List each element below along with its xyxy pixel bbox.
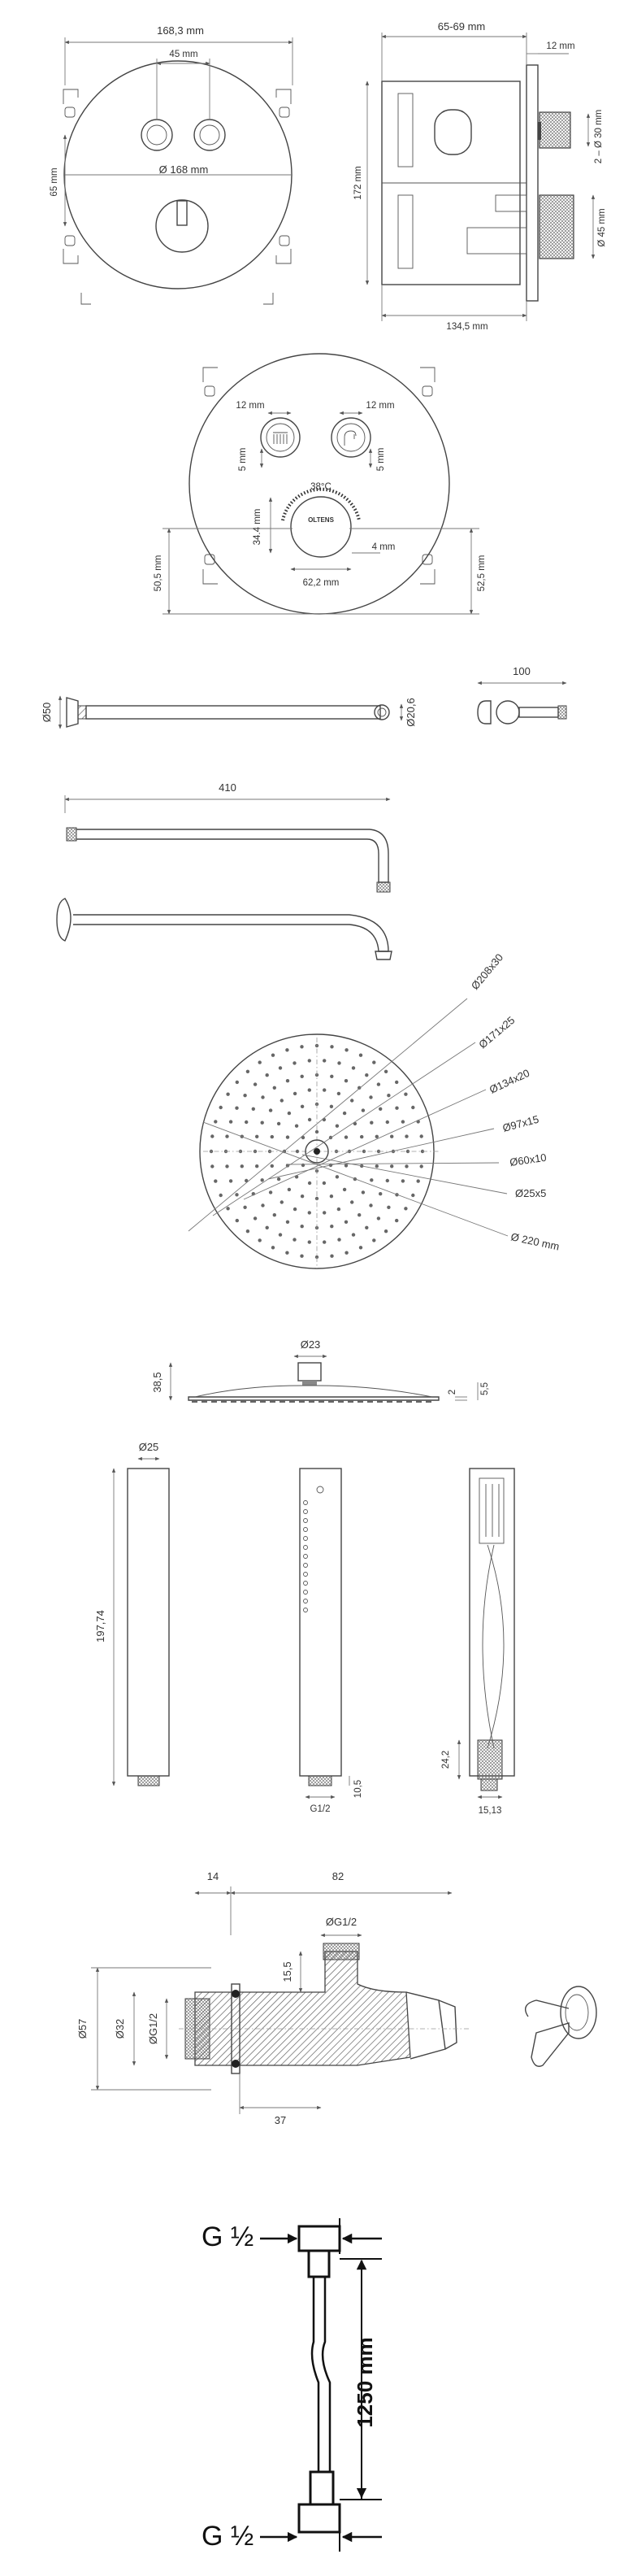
head-tooth — [202, 1400, 207, 1403]
shower-head-leaders — [188, 999, 508, 1236]
nozzle-dot — [344, 1135, 348, 1138]
nozzle-dot — [344, 1221, 348, 1224]
valve-side-bottom-label: 134,5 mm — [446, 322, 488, 332]
head-tooth — [280, 1400, 285, 1403]
nozzle-dot — [246, 1070, 249, 1073]
cover-temp-mark: 38°C — [310, 482, 332, 492]
nozzle-dot — [401, 1179, 405, 1182]
valve-side-view — [353, 20, 607, 332]
nozzle-dot — [308, 1240, 311, 1243]
nozzle-dot — [229, 1179, 232, 1182]
head-plate-label: 2 — [448, 1389, 457, 1395]
cover-left-height-label: 50,5 mm — [154, 555, 163, 592]
nozzle-dot — [235, 1193, 238, 1196]
nozzle-dot — [286, 1079, 289, 1082]
hand-nozzle — [304, 1528, 308, 1532]
elbow-thread-label: ØG1/2 — [147, 2012, 159, 2045]
valve-dial — [156, 200, 208, 252]
elbow-flange-diameter-label: Ø32 — [114, 2018, 126, 2039]
nozzle-dot — [390, 1164, 393, 1168]
nozzle-dot — [261, 1203, 264, 1207]
hand-nozzle — [304, 1573, 308, 1577]
nozzle-dot — [387, 1094, 390, 1097]
hand-nozzle — [304, 1510, 308, 1514]
nozzle-dot — [387, 1206, 390, 1209]
ring-label-2: Ø171x25 — [476, 1013, 518, 1051]
head-tooth — [328, 1400, 334, 1403]
cover-left-offset-label: 5 mm — [238, 447, 248, 472]
nozzle-dot — [372, 1060, 375, 1064]
nozzle-dot — [362, 1108, 365, 1112]
nozzle-dot — [301, 1075, 304, 1078]
nozzle-dot — [330, 1105, 333, 1108]
head-tooth — [396, 1400, 402, 1403]
nozzle-dot — [384, 1070, 388, 1073]
nozzle-dot — [336, 1125, 339, 1128]
head-side-plate — [188, 1397, 439, 1400]
nozzle-dot — [295, 1125, 298, 1128]
head-tooth — [406, 1400, 412, 1403]
nozzle-dot — [330, 1194, 333, 1198]
ring-label-6: Ø25x5 — [515, 1187, 547, 1199]
hand-holder-height-label: 24,2 — [441, 1750, 451, 1769]
nozzle-dot — [330, 1075, 333, 1078]
nozzle-dot — [417, 1179, 420, 1182]
nozzle-dot — [269, 1108, 272, 1112]
nozzle-dot — [301, 1194, 304, 1198]
nozzle-dot — [219, 1106, 223, 1109]
nozzle-dot — [359, 1246, 362, 1249]
wall-arm-view — [41, 665, 566, 729]
nozzle-dot — [370, 1121, 373, 1125]
nozzle-dot — [308, 1181, 311, 1185]
curved-arm-bottom — [73, 915, 388, 951]
nozzle-dot — [330, 1225, 333, 1228]
nozzle-dot — [352, 1066, 355, 1069]
hose-view — [202, 2218, 382, 2552]
hand-shower-views — [94, 1441, 514, 1816]
ring-label-5: Ø60x10 — [509, 1151, 548, 1168]
head-tooth — [299, 1400, 305, 1403]
wall-arm-tube-label: Ø20,6 — [405, 698, 417, 727]
nozzle-dot — [323, 1211, 326, 1214]
nozzle-dot — [269, 1190, 272, 1194]
nozzle-dot — [246, 1229, 249, 1233]
nozzle-dot — [323, 1088, 326, 1091]
nozzle-dot — [258, 1238, 262, 1242]
valve-side-plate-label: 12 mm — [546, 41, 575, 51]
hand-nozzle — [304, 1519, 308, 1523]
head-tooth — [289, 1400, 295, 1403]
nozzle-dot — [336, 1175, 339, 1178]
nozzle-dot — [308, 1088, 311, 1091]
nozzle-dot — [225, 1134, 228, 1138]
cover-right-offset-label: 5 mm — [376, 447, 386, 472]
nozzle-dot — [411, 1106, 414, 1109]
nozzle-dot — [266, 1073, 269, 1077]
nozzle-dot — [288, 1112, 291, 1115]
nozzle-dot — [254, 1082, 257, 1086]
cover-dial-width-label: 62,2 mm — [302, 578, 340, 588]
head-tooth — [240, 1400, 246, 1403]
nozzle-dot — [404, 1207, 407, 1210]
nozzle-dot — [337, 1238, 340, 1241]
nozzle-dot — [377, 1216, 380, 1220]
valve-front-spacing-label: 45 mm — [169, 50, 198, 59]
nozzle-dot — [370, 1178, 373, 1181]
nozzle-dot — [323, 1059, 326, 1062]
nozzle-dot — [292, 1061, 296, 1064]
wall-arm-flange — [67, 698, 78, 727]
wall-arm-tube — [86, 706, 380, 719]
hand-shower-holder-view — [470, 1469, 514, 1776]
nozzle-dot — [279, 1066, 282, 1069]
nozzle-dot — [293, 1092, 297, 1095]
nozzle-dot — [285, 1251, 288, 1255]
valve-front-width-label: 168,3 mm — [157, 24, 204, 37]
cover-dial — [291, 497, 351, 557]
nozzle-dot — [277, 1122, 280, 1125]
nozzle-dot — [255, 1135, 258, 1138]
nozzle-dot — [219, 1194, 223, 1197]
nozzle-dot — [210, 1164, 214, 1168]
nozzle-dot — [308, 1118, 311, 1121]
hand-nozzle — [304, 1590, 308, 1595]
nozzle-dot — [379, 1107, 382, 1111]
nozzle-dot — [395, 1219, 398, 1222]
valve-knob-right — [194, 120, 225, 150]
hand-nozzle — [304, 1555, 308, 1559]
nozzle-dot — [279, 1233, 282, 1236]
nozzle-dot — [337, 1092, 340, 1095]
nozzle-dot — [420, 1164, 423, 1168]
head-edge-label: 5,5 — [480, 1382, 490, 1395]
nozzle-dot — [365, 1226, 368, 1229]
nozzle-dot — [405, 1164, 408, 1168]
hose-top-thread-label: G ½ — [202, 2221, 254, 2252]
head-tooth — [231, 1400, 236, 1403]
nozzle-dot — [271, 1054, 275, 1057]
nozzle-dot — [362, 1190, 365, 1194]
nozzle-dot — [210, 1134, 214, 1138]
nozzle-dot — [266, 1226, 269, 1229]
hand-thread-label: G1/2 — [310, 1804, 331, 1814]
nozzle-dot — [229, 1120, 232, 1123]
ring-label-1: Ø208x30 — [468, 951, 506, 992]
nozzle-dot — [273, 1213, 276, 1216]
nozzle-dot — [379, 1192, 382, 1195]
head-tooth — [338, 1400, 344, 1403]
cover-mounting-ears — [203, 368, 435, 584]
hand-nozzle — [304, 1537, 308, 1541]
nozzle-dot — [286, 1135, 289, 1138]
head-tooth — [348, 1400, 353, 1403]
wall-arm-flange-label: Ø50 — [41, 702, 53, 723]
elbow-body — [195, 1952, 410, 2065]
nozzle-dot — [300, 1045, 303, 1048]
nozzle-dot — [365, 1073, 368, 1077]
cover-right-height-label: 52,5 mm — [477, 555, 487, 592]
nozzle-dot — [337, 1061, 340, 1064]
nozzle-dot — [323, 1181, 326, 1185]
curved-arm-top — [76, 829, 388, 882]
nozzle-dot — [271, 1135, 274, 1138]
nozzle-dot — [344, 1251, 348, 1255]
nozzle-dot — [323, 1240, 326, 1243]
nozzle-dot — [235, 1107, 238, 1110]
nozzle-dot — [343, 1188, 346, 1191]
valve-side-knob-label: Ø 45 mm — [597, 208, 607, 247]
head-tooth — [387, 1400, 392, 1403]
nozzle-dot — [369, 1095, 372, 1099]
hose-length-label: 1250 mm — [353, 2337, 377, 2428]
nozzle-dot — [243, 1206, 246, 1209]
valve-side-depth-label: 65-69 mm — [437, 20, 486, 33]
valve-knob-left — [141, 120, 172, 150]
nozzle-dot — [330, 1255, 333, 1258]
nozzle-dot — [359, 1054, 362, 1057]
nozzle-dot — [375, 1164, 379, 1168]
hand-nozzle — [304, 1546, 308, 1550]
nozzle-dot — [254, 1216, 257, 1220]
cover-dial-height-label: 34.4 mm — [253, 508, 262, 546]
nozzle-dot — [261, 1095, 264, 1099]
elbow-3d-view — [526, 1986, 596, 2066]
hand-nozzle — [304, 1599, 308, 1603]
curved-arm-length-label: 410 — [219, 781, 236, 794]
nozzle-dot — [301, 1105, 304, 1108]
nozzle-dot — [271, 1246, 275, 1249]
valve-side-height-label: 172 mm — [353, 166, 363, 200]
valve-front-diameter-label: Ø 168 mm — [158, 163, 209, 176]
mounting-ears — [63, 89, 291, 304]
hand-diameter-label: Ø25 — [138, 1441, 159, 1453]
hand-nozzle — [304, 1564, 308, 1568]
nozzle-dot — [280, 1200, 284, 1203]
ring-label-7: Ø 220 mm — [509, 1230, 561, 1253]
nozzle-dot — [243, 1094, 246, 1097]
hose-bottom-thread-label: G ½ — [202, 2521, 254, 2552]
nozzle-dot — [226, 1093, 229, 1096]
cover-left-button-label: 12 mm — [236, 401, 265, 411]
nozzle-dot — [404, 1093, 407, 1096]
valve-side-outlet-label: 2 – Ø 30 mm — [594, 109, 604, 164]
nozzle-dot — [214, 1120, 217, 1123]
head-tooth — [211, 1400, 217, 1403]
nozzle-dot — [352, 1233, 355, 1236]
head-tooth — [270, 1400, 275, 1403]
hand-length-label: 197,74 — [94, 1610, 106, 1643]
valve-front-height-label: 65 mm — [50, 168, 59, 197]
valve-side-knob-bottom — [540, 195, 574, 259]
nozzle-dot — [255, 1164, 258, 1168]
nozzle-dot — [375, 1135, 379, 1138]
nozzle-dot — [258, 1060, 262, 1064]
nozzle-dot — [236, 1219, 239, 1222]
elbow-top-height-label: 15,5 — [281, 1961, 293, 1982]
nozzle-dot — [271, 1164, 274, 1168]
nozzle-dot — [330, 1045, 333, 1048]
nozzle-dot — [225, 1164, 228, 1168]
nozzle-dot — [236, 1081, 239, 1084]
nozzle-dot — [323, 1118, 326, 1121]
head-tooth — [367, 1400, 373, 1403]
nozzle-dot — [377, 1082, 380, 1086]
nozzle-dot — [252, 1107, 255, 1111]
nozzle-dot — [420, 1134, 423, 1138]
nozzle-dot — [411, 1194, 414, 1197]
curved-arm-bottom-flange — [57, 899, 71, 941]
head-side-view — [151, 1338, 490, 1403]
nozzle-dot — [350, 1099, 353, 1102]
head-tooth — [377, 1400, 383, 1403]
shower-head-view — [188, 951, 561, 1268]
nozzle-dot — [292, 1238, 296, 1241]
valve-cover-view — [154, 354, 487, 614]
head-tooth — [192, 1400, 197, 1403]
nozzle-dot — [395, 1081, 398, 1084]
valve-side-knob-top — [540, 112, 570, 148]
hand-shower-front — [300, 1469, 341, 1776]
nozzle-dot — [360, 1135, 363, 1138]
elbow-bottom-length-label: 37 — [274, 2114, 287, 2126]
nozzle-dot — [344, 1079, 348, 1082]
elbow-outer-diameter-label: Ø57 — [76, 2018, 89, 2039]
head-tooth — [358, 1400, 363, 1403]
nozzle-dot — [226, 1207, 229, 1210]
hand-shower-nozzles — [304, 1501, 308, 1612]
head-neck-label: Ø23 — [300, 1338, 321, 1351]
nozzle-dot — [288, 1188, 291, 1191]
nozzle-dot — [261, 1178, 264, 1181]
hand-nozzle — [304, 1608, 308, 1612]
cover-brand: OLTENS — [308, 516, 334, 524]
nozzle-dot — [308, 1059, 311, 1062]
nozzle-dot — [308, 1211, 311, 1214]
elbow-offset-label: 14 — [206, 1870, 219, 1882]
curved-arm-view — [57, 781, 392, 959]
nozzle-dot — [293, 1208, 297, 1211]
head-tooth — [250, 1400, 256, 1403]
nozzle-dot — [384, 1229, 388, 1233]
nozzle-dot — [395, 1107, 398, 1110]
head-tooth — [318, 1400, 324, 1403]
ring-label-3: Ø134x20 — [487, 1066, 532, 1096]
nozzle-dot — [277, 1177, 280, 1181]
nozzle-dot — [273, 1086, 276, 1090]
hand-nozzle — [304, 1582, 308, 1586]
elbow-top-thread-label: ØG1/2 — [325, 1916, 358, 1928]
ring-label-4: Ø97x15 — [500, 1112, 540, 1134]
nozzle-dot — [280, 1099, 284, 1102]
head-tooth — [309, 1400, 314, 1403]
head-height-label: 38,5 — [151, 1372, 163, 1393]
nozzle-dot — [372, 1238, 375, 1242]
elbow-view — [76, 1870, 596, 2126]
elbow-length-label: 82 — [332, 1870, 344, 1882]
nozzle-dot — [286, 1221, 289, 1224]
nozzle-dot — [405, 1134, 408, 1138]
hose-tube — [312, 2277, 330, 2472]
head-tooth — [416, 1400, 422, 1403]
valve-front-view — [50, 24, 292, 304]
head-tooth — [260, 1400, 266, 1403]
cover-right-button-label: 12 mm — [366, 401, 395, 411]
nozzle-dot — [350, 1200, 353, 1203]
hand-holder-width-label: 15,13 — [478, 1806, 502, 1816]
nozzle-dot — [358, 1213, 361, 1216]
nozzle-dot — [369, 1203, 372, 1207]
nozzle-dot — [261, 1121, 264, 1125]
nozzle-dot — [337, 1208, 340, 1211]
nozzle-dot — [214, 1179, 217, 1182]
nozzle-dot — [386, 1179, 389, 1182]
nozzle-dot — [344, 1048, 348, 1051]
hand-nozzle — [304, 1501, 308, 1505]
nozzle-dot — [390, 1135, 393, 1138]
hand-thread-length-label: 10,5 — [353, 1779, 363, 1799]
nozzle-dot — [301, 1225, 304, 1228]
head-tooth — [221, 1400, 227, 1403]
cover-dial-offset-label: 4 mm — [371, 542, 396, 552]
wall-arm-end-view — [478, 665, 566, 724]
wall-arm-end-length-label: 100 — [513, 665, 531, 677]
nozzle-dot — [240, 1164, 244, 1168]
nozzle-dot — [386, 1120, 389, 1124]
nozzle-dot — [285, 1048, 288, 1051]
nozzle-dot — [245, 1120, 248, 1124]
nozzle-dot — [300, 1255, 303, 1258]
head-tooth — [426, 1400, 431, 1403]
hand-shower-side — [128, 1469, 169, 1776]
nozzle-dot — [343, 1112, 346, 1115]
nozzle-dot — [401, 1120, 405, 1123]
